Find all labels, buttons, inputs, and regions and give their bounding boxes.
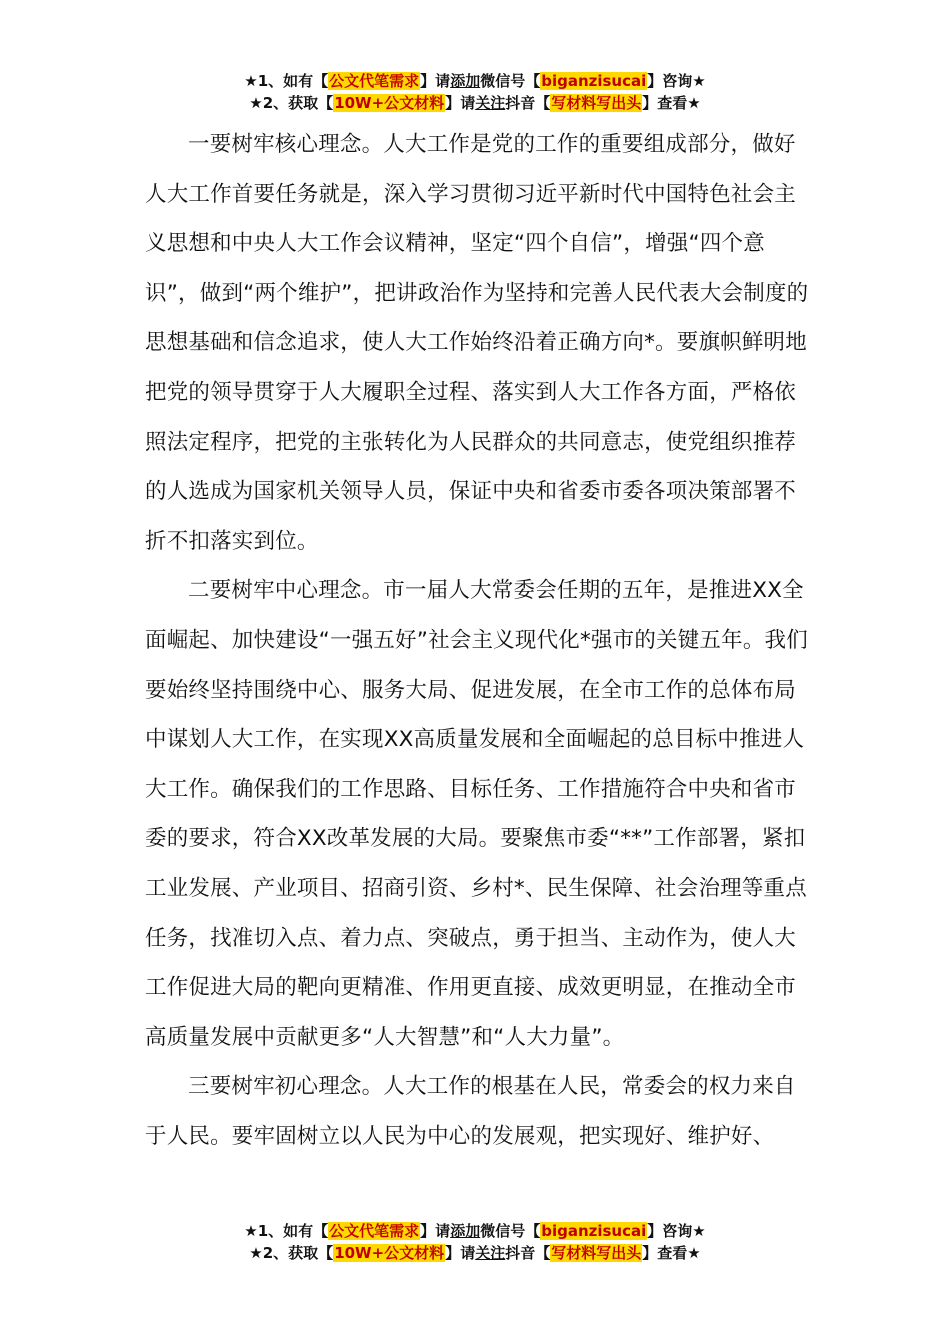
highlight-wechat-id: biganzisucai xyxy=(541,72,647,90)
highlight-wechat-id: biganzisucai xyxy=(541,1222,647,1240)
paragraph-original-aspiration: 三要树牢初心理念。人大工作的根基在人民，常委会的权力来自于人民。要牢固树立以人民为中心的发展观，把实现好、维护好、 xyxy=(145,1074,796,1149)
banner-line-1: ★1、如有【公文代笔需求】请添加微信号【biganzisucai】咨询★ xyxy=(244,72,706,90)
highlight-douyin: 写材料写出头 xyxy=(551,94,642,112)
paragraph-core-concept: 一要树牢核心理念。人大工作是党的工作的重要组成部分，做好人大工作首要任务就是，深入学习贯彻习近平新时代中国特色社会主义思想和中央人大工作会议精神，坚定“四个自信”，增强“四个意识”，做到“两个维护”，把讲政治作为坚持和完善人民代表大会制度的思想基础和信念追求，使人大工作始终沿着正确方向*。要旗帜鲜明地把党的领导贯穿于人大履职全过程、落实到人大工作各方面，严格依照法定程序，把党的主张转化为人民群众的共同意志，使党组织推荐的人选成为国家机关领导人员，保证中央和省委市委各项决策部署不折不扣落实到位。 xyxy=(145,132,809,554)
highlight-douyin: 写材料写出头 xyxy=(551,1244,642,1262)
highlight-service: 公文代笔需求 xyxy=(329,72,420,90)
highlight-materials: 10W+公文材料 xyxy=(334,94,445,112)
bottom-banner xyxy=(0,1220,950,1264)
banner-line-2: ★2、获取【10W+公文材料】请关注抖音【写材料写出头】查看★ xyxy=(249,94,701,112)
banner-line-1: ★1、如有【公文代笔需求】请添加微信号【biganzisucai】咨询★ xyxy=(244,1222,706,1240)
document-body xyxy=(145,120,815,1161)
paragraph-central-concept: 二要树牢中心理念。市一届人大常委会任期的五年，是推进XX全面崛起、加快建设“一强五好”社会主义现代化*强市的关键五年。我们要始终坚持围绕中心、服务大局、促进发展，在全市工作的总体布局中谋划人大工作，在实现XX高质量发展和全面崛起的总目标中推进人大工作。确保我们的工作思路、目标任务、工作措施符合中央和省市委的要求，符合XX改革发展的大局。要聚焦市委“**”工作部署，紧扣工业发展、产业项目、招商引资、乡村*、民生保障、社会治理等重点任务，找准切入点、着力点、突破点，勇于担当、主动作为，使人大工作促进大局的靶向更精准、作用更直接、成效更明显，在推动全市高质量发展中贡献更多“人大智慧”和“人大力量”。 xyxy=(145,578,808,1050)
banner-line-2: ★2、获取【10W+公文材料】请关注抖音【写材料写出头】查看★ xyxy=(249,1244,701,1262)
highlight-materials: 10W+公文材料 xyxy=(334,1244,445,1262)
highlight-service: 公文代笔需求 xyxy=(329,1222,420,1240)
top-banner xyxy=(0,70,950,114)
